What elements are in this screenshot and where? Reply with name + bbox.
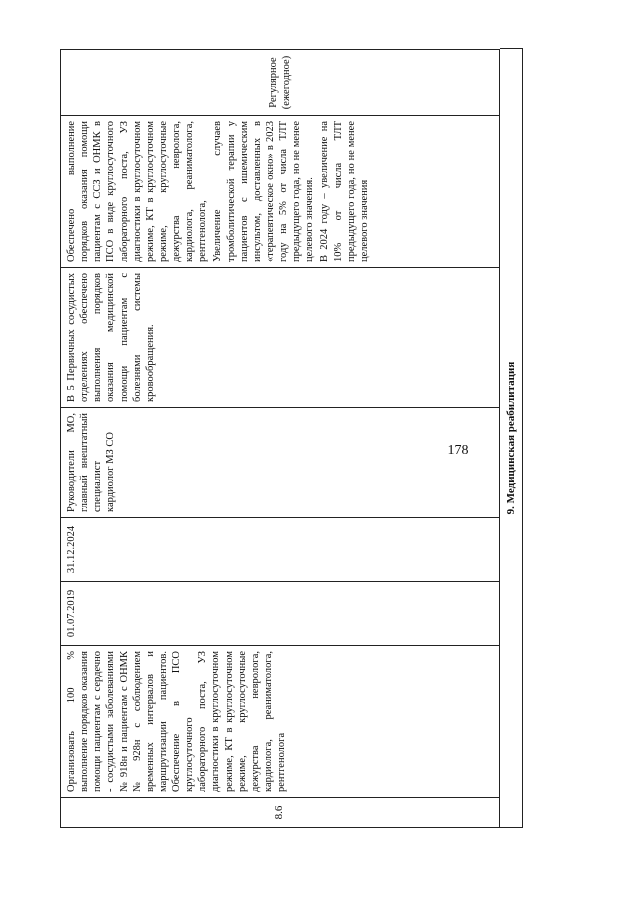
plan-table (60, 49, 500, 828)
section-heading: 9. Медицинская реабилитация (500, 48, 523, 828)
responsible-cell: Руководители МО, главный внештатный специалист кардиолог МЗ СО (61, 408, 500, 518)
start-date-cell: 01.07.2019 (61, 582, 500, 646)
action-cell: Организовать 100 % выполнение порядков оказания помощи пациентам с сердечно - сосудистыми заболеваниями № 918н и пациентам с ОНМК № 928н с соблюдением временных интервалов и маршрутизации пациентов. Обеспечение в ПСО круглосуточного лабораторного поста, УЗ диагностики в круглосуточном режиме, КТ в круглосуточном режиме, круглосуточные дежурства невролога, кардиолога, реаниматолога, рентгенолога (61, 646, 500, 798)
indicator-paragraph: Обеспечено выполнение порядков оказания помощи пациентам с ССЗ и ОНМК в ПСО в виде круглосуточного лабораторного поста, УЗ диагностики в круглосуточном режиме, КТ в круглосуточном режиме, круглосуточные дежурства невролога, кардиолога, реаниматолога, рентгенолога, (66, 121, 209, 262)
result-cell: В 5 Первичных сосудистых отделениях обеспечено выполнения порядков оказания медицинской помощи пациентам с болезнями системы кровообращения. (61, 268, 500, 408)
end-date-cell: 31.12.2024 (61, 518, 500, 582)
page-number: 178 (447, 443, 469, 458)
indicator-paragraph: В 2024 году – увеличение на 10% от числа ТЛТ предыдущего года, но не менее целевого значения (319, 121, 370, 262)
table-row (61, 50, 500, 828)
periodicity-cell: Регулярное (ежегодное) (61, 50, 500, 116)
indicator-paragraph: Увеличение случаев тромболитической терапии у пациентов с ишемическим инсультом, доставленных в «терапевтическое окно» в 2023 году на 5% от числа ТЛТ предыдущего года, но не менее целевого значения. (212, 121, 316, 262)
indicator-cell (61, 116, 500, 268)
row-number: 8.6 (61, 798, 500, 828)
